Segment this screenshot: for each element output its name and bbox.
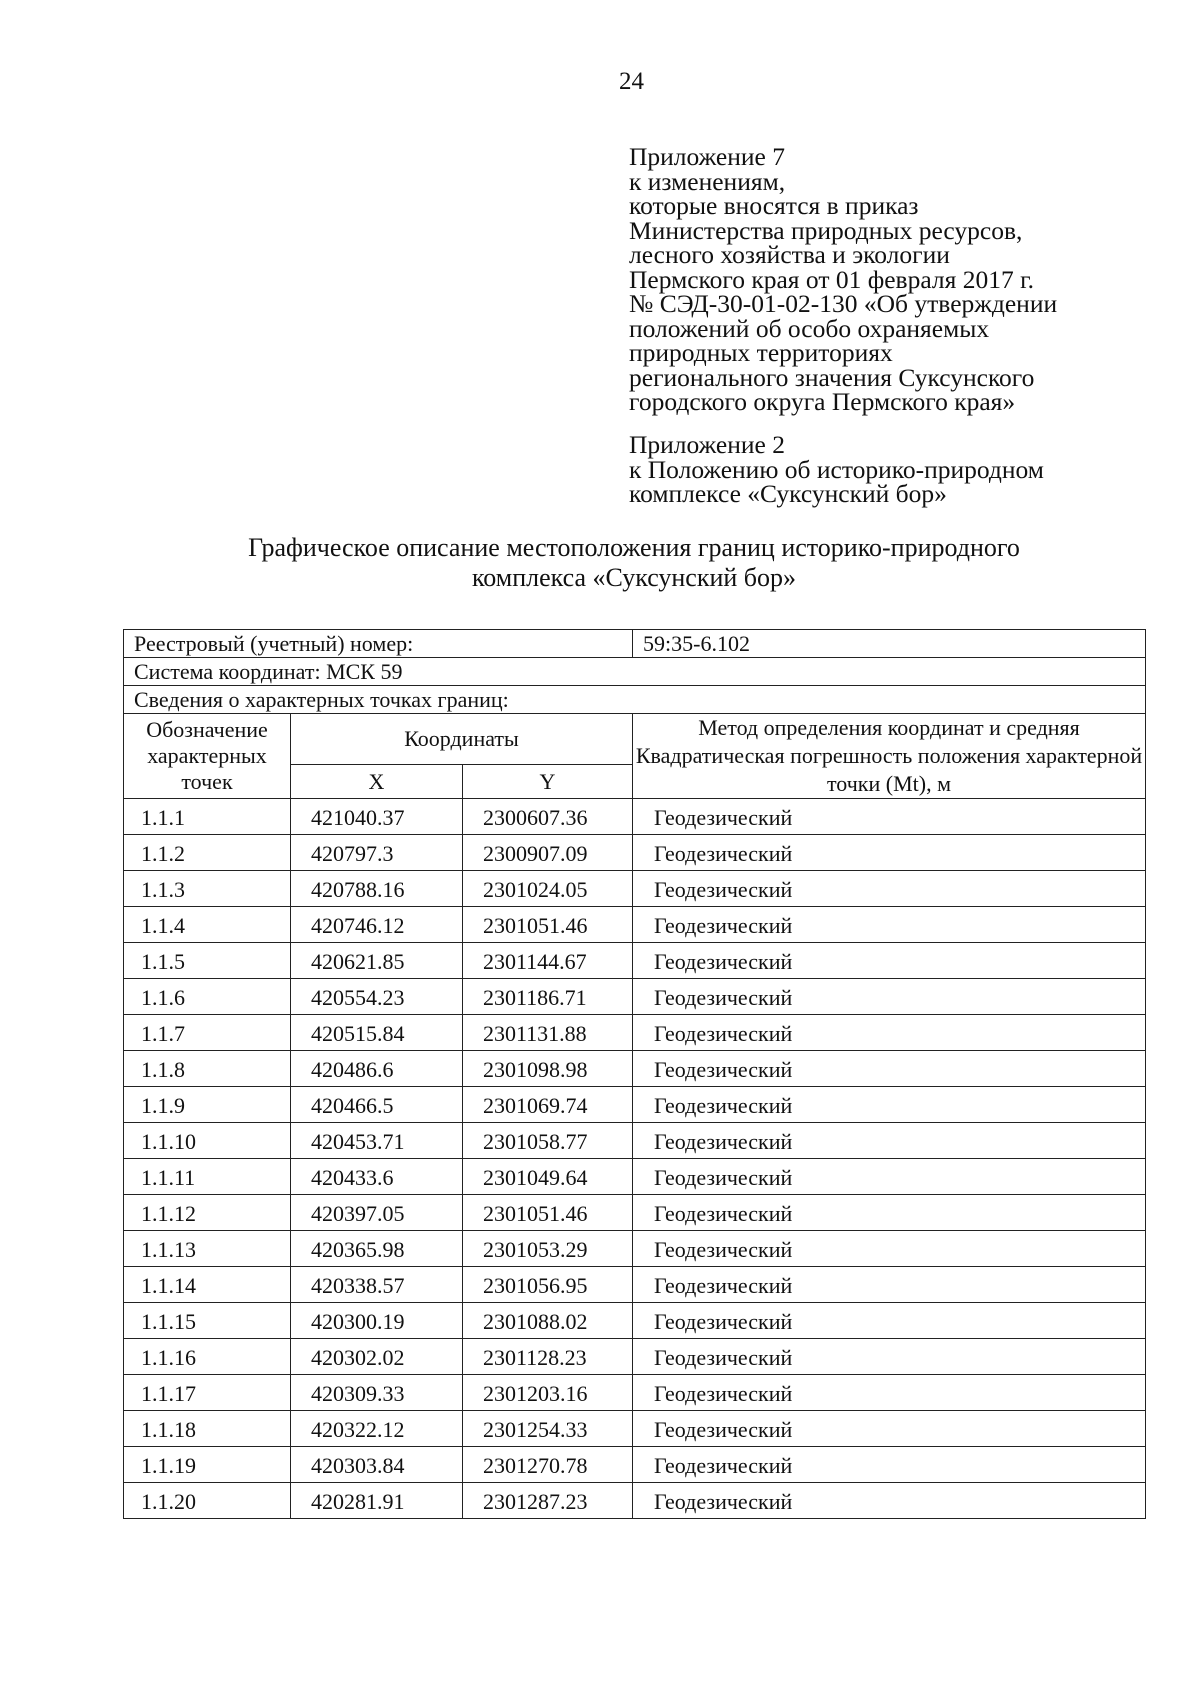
table-row (124, 871, 1146, 907)
coord-y-cell: 2301053.29 (463, 1231, 633, 1267)
coord-y-cell: 2301270.78 (463, 1447, 633, 1483)
document-title (140, 533, 1128, 593)
table-row (124, 1195, 1146, 1231)
table-row (124, 1015, 1146, 1051)
table-row (124, 1375, 1146, 1411)
annex-line: Пермского края от 01 февраля 2017 г. (629, 264, 1035, 294)
table-row (124, 799, 1146, 835)
point-name-cell: 1.1.10 (124, 1123, 291, 1159)
coord-x-cell: 420621.85 (291, 943, 463, 979)
coord-y-cell: 2301051.46 (463, 1195, 633, 1231)
annex-line: лесного хозяйства и экологии (629, 240, 950, 269)
coord-y-cell: 2301186.71 (463, 979, 633, 1015)
coord-y-cell: 2301049.64 (463, 1159, 633, 1195)
points-info: Сведения о характерных точках границ: (124, 686, 1146, 714)
coord-y-cell: 2301069.74 (463, 1087, 633, 1123)
method-cell: Геодезический (633, 1087, 1146, 1123)
coord-y-cell: 2301287.23 (463, 1483, 633, 1519)
header-y: Y (463, 765, 633, 799)
coord-y-cell: 2301024.05 (463, 871, 633, 907)
coord-y-cell: 2300607.36 (463, 799, 633, 835)
annex-line: Приложение 2 (629, 430, 785, 459)
annex-line: положений об особо охраняемых (629, 313, 990, 343)
point-name-cell: 1.1.11 (124, 1159, 291, 1195)
point-name-cell: 1.1.20 (124, 1483, 291, 1519)
point-name-cell: 1.1.4 (124, 907, 291, 943)
coord-x-cell: 420303.84 (291, 1447, 463, 1483)
coord-x-cell: 420300.19 (291, 1303, 463, 1339)
annex-line: комплексе «Суксунский бор» (629, 479, 947, 508)
header-coordinates: Координаты (291, 714, 633, 765)
method-cell: Геодезический (633, 1303, 1146, 1339)
title-line: Графическое описание местоположения границ историко-природного (248, 533, 1020, 562)
annex-line: регионального значения Суксунского (629, 362, 1035, 392)
coord-y-cell: 2301088.02 (463, 1303, 633, 1339)
coord-x-cell: 420554.23 (291, 979, 463, 1015)
table-row (124, 1159, 1146, 1195)
coord-system-row (124, 658, 1146, 686)
points-info-row (124, 686, 1146, 714)
coord-x-cell: 421040.37 (291, 799, 463, 835)
point-name-cell: 1.1.7 (124, 1015, 291, 1051)
annex-note-primary (629, 142, 1149, 416)
method-cell: Геодезический (633, 799, 1146, 835)
table-row (124, 1447, 1146, 1483)
annex-line: к изменениям, (629, 166, 786, 196)
annex-line: которые вносятся в приказ (629, 191, 919, 220)
header-designation: Обозначение характерных точек (124, 714, 291, 799)
page-number: 24 (619, 68, 644, 95)
point-name-cell: 1.1.13 (124, 1231, 291, 1267)
table-row (124, 943, 1146, 979)
method-cell: Геодезический (633, 1375, 1146, 1411)
method-cell: Геодезический (633, 1483, 1146, 1519)
table-row (124, 835, 1146, 871)
method-cell: Геодезический (633, 979, 1146, 1015)
annex-line: городского округа Пермского края» (629, 387, 1016, 416)
point-name-cell: 1.1.3 (124, 871, 291, 907)
coord-y-cell: 2301203.16 (463, 1375, 633, 1411)
table-row (124, 1087, 1146, 1123)
coord-y-cell: 2301131.88 (463, 1015, 633, 1051)
method-cell: Геодезический (633, 1231, 1146, 1267)
coord-x-cell: 420746.12 (291, 907, 463, 943)
coord-y-cell: 2301058.77 (463, 1123, 633, 1159)
coord-system: Система координат: МСК 59 (124, 658, 1146, 686)
table-row (124, 979, 1146, 1015)
point-name-cell: 1.1.9 (124, 1087, 291, 1123)
point-name-cell: 1.1.2 (124, 835, 291, 871)
coord-y-cell: 2301051.46 (463, 907, 633, 943)
table-row (124, 1339, 1146, 1375)
coord-x-cell: 420338.57 (291, 1267, 463, 1303)
coord-x-cell: 420797.3 (291, 835, 463, 871)
method-cell: Геодезический (633, 1051, 1146, 1087)
table-row (124, 1123, 1146, 1159)
coord-x-cell: 420453.71 (291, 1123, 463, 1159)
coord-x-cell: 420365.98 (291, 1231, 463, 1267)
registry-label: Реестровый (учетный) номер: (124, 630, 633, 658)
coord-y-cell: 2301056.95 (463, 1267, 633, 1303)
annex-line: № СЭД-30-01-02-130 «Об утверждении (629, 289, 1058, 318)
method-cell: Геодезический (633, 907, 1146, 943)
method-cell: Геодезический (633, 1015, 1146, 1051)
coord-x-cell: 420302.02 (291, 1339, 463, 1375)
point-name-cell: 1.1.1 (124, 799, 291, 835)
header-row (124, 714, 1146, 765)
coord-x-cell: 420486.6 (291, 1051, 463, 1087)
coord-y-cell: 2301254.33 (463, 1411, 633, 1447)
coord-x-cell: 420397.05 (291, 1195, 463, 1231)
point-name-cell: 1.1.19 (124, 1447, 291, 1483)
point-name-cell: 1.1.16 (124, 1339, 291, 1375)
coord-x-cell: 420466.5 (291, 1087, 463, 1123)
table-row (124, 907, 1146, 943)
method-cell: Геодезический (633, 835, 1146, 871)
point-name-cell: 1.1.8 (124, 1051, 291, 1087)
title-line: комплекса «Суксунский бор» (471, 563, 797, 592)
point-name-cell: 1.1.6 (124, 979, 291, 1015)
table-row (124, 1483, 1146, 1519)
coord-y-cell: 2301128.23 (463, 1339, 633, 1375)
coord-y-cell: 2301098.98 (463, 1051, 633, 1087)
boundary-points-table (123, 629, 1146, 1519)
annex-line: природных территориях (629, 338, 893, 367)
coord-x-cell: 420281.91 (291, 1483, 463, 1519)
annex-line: Министерства природных ресурсов, (629, 215, 1023, 245)
point-name-cell: 1.1.12 (124, 1195, 291, 1231)
coord-x-cell: 420515.84 (291, 1015, 463, 1051)
table-row (124, 1231, 1146, 1267)
coord-x-cell: 420322.12 (291, 1411, 463, 1447)
point-name-cell: 1.1.5 (124, 943, 291, 979)
coord-y-cell: 2301144.67 (463, 943, 633, 979)
method-cell: Геодезический (633, 871, 1146, 907)
coord-y-cell: 2300907.09 (463, 835, 633, 871)
method-cell: Геодезический (633, 1411, 1146, 1447)
annex-line: Приложение 7 (629, 142, 785, 171)
coord-x-cell: 420309.33 (291, 1375, 463, 1411)
method-cell: Геодезический (633, 1159, 1146, 1195)
annex-note-secondary (629, 430, 1149, 508)
table-row (124, 1303, 1146, 1339)
point-name-cell: 1.1.17 (124, 1375, 291, 1411)
point-name-cell: 1.1.18 (124, 1411, 291, 1447)
registry-row (124, 630, 1146, 658)
header-x: X (291, 765, 463, 799)
coord-x-cell: 420788.16 (291, 871, 463, 907)
method-cell: Геодезический (633, 1195, 1146, 1231)
point-name-cell: 1.1.14 (124, 1267, 291, 1303)
table-row (124, 1411, 1146, 1447)
method-cell: Геодезический (633, 1447, 1146, 1483)
coord-x-cell: 420433.6 (291, 1159, 463, 1195)
method-cell: Геодезический (633, 1267, 1146, 1303)
header-method: Метод определения координат и средняя Квадратическая погрешность положения характерной точки (Mt), м (633, 714, 1146, 799)
method-cell: Геодезический (633, 1123, 1146, 1159)
annex-line: к Положению об историко-природном (629, 454, 1044, 484)
registry-value: 59:35-6.102 (633, 630, 1146, 658)
point-name-cell: 1.1.15 (124, 1303, 291, 1339)
table-row (124, 1051, 1146, 1087)
method-cell: Геодезический (633, 1339, 1146, 1375)
table-row (124, 1267, 1146, 1303)
method-cell: Геодезический (633, 943, 1146, 979)
